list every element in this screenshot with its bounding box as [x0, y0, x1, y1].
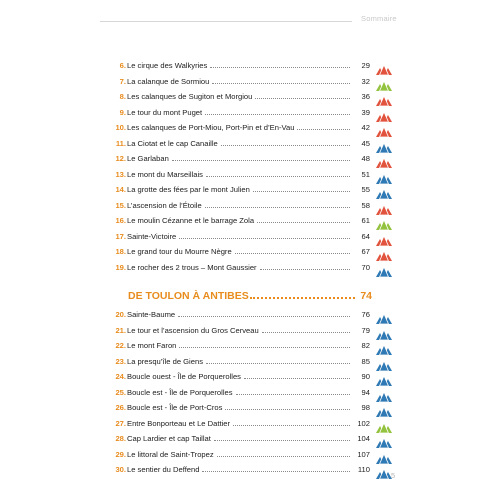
toc-leader-dots	[205, 207, 350, 208]
toc-leader-dots	[212, 83, 350, 84]
toc-leader-dots	[297, 129, 350, 130]
toc-entry-title: Le cirque des Walkyries	[127, 61, 208, 70]
toc-entry-page: 85	[361, 356, 370, 366]
toc-entry[interactable]	[112, 201, 370, 214]
toc-entry[interactable]	[112, 465, 370, 478]
difficulty-medium-icon	[376, 435, 392, 445]
toc-entry-title: Boucle est - Île de Port-Cros	[127, 403, 223, 412]
toc-entry-page: 110	[357, 465, 370, 474]
toc-entry-title: La Ciotat et le cap Canaille	[127, 138, 218, 148]
toc-leader-dots	[235, 253, 350, 254]
toc-entry-title: La presqu’île de Giens	[127, 356, 203, 366]
difficulty-hard-icon	[376, 93, 392, 103]
toc-leader-dots	[205, 114, 350, 115]
section-title: DE TOULON À ANTIBES	[128, 290, 249, 302]
toc-entry-number: 10.	[115, 123, 126, 132]
toc-entry-number: 9.	[119, 107, 126, 117]
toc-entry-title: Le tour et l’ascension du Gros Cerveau	[127, 325, 259, 335]
toc-entry-number: 19.	[115, 262, 126, 272]
toc-entry[interactable]	[112, 341, 370, 354]
toc-leader-dots	[179, 347, 350, 348]
difficulty-hard-icon	[376, 155, 392, 165]
difficulty-medium-icon	[376, 264, 392, 274]
toc-entry[interactable]	[112, 77, 370, 90]
toc-leader-dots	[262, 332, 350, 333]
toc-entry-title: Le sentier du Deffend	[127, 465, 200, 474]
toc-entry-title: Le grand tour du Mourre Nègre	[127, 247, 232, 256]
difficulty-medium-icon	[376, 171, 392, 181]
toc-entry-page: 32	[361, 76, 370, 86]
toc-entry[interactable]	[112, 154, 370, 167]
difficulty-medium-icon	[376, 327, 392, 337]
toc-entry-number: 13.	[115, 169, 126, 179]
difficulty-hard-icon	[376, 62, 392, 72]
toc-entry[interactable]	[112, 263, 370, 276]
toc-entry-page: 29	[361, 61, 370, 70]
toc-entry[interactable]	[112, 170, 370, 183]
toc-entry-title: Les calanques de Port-Miou, Port-Pin et d’En-Vau	[127, 123, 295, 132]
toc-entry-page: 67	[361, 247, 370, 256]
toc-leader-dots	[217, 456, 350, 457]
toc-entry-number: 20.	[115, 310, 126, 319]
toc-entry-title: La calanque de Sormiou	[127, 76, 210, 86]
toc-leader-dots	[257, 222, 350, 223]
difficulty-medium-icon	[376, 466, 392, 476]
toc-leader-dots	[206, 363, 350, 364]
difficulty-medium-icon	[376, 342, 392, 352]
toc-entry-number: 22.	[115, 341, 126, 350]
toc-entry-title: Sainte-Baume	[127, 310, 176, 319]
toc-entry-page: 58	[361, 200, 370, 210]
toc-entry-page: 48	[361, 154, 370, 163]
difficulty-medium-icon	[376, 186, 392, 196]
difficulty-medium-icon	[376, 451, 392, 461]
toc-leader-dots	[244, 378, 350, 379]
toc-entry[interactable]	[112, 232, 370, 245]
toc-entry-title: Le rocher des 2 trous – Mont Gaussier	[127, 262, 257, 272]
toc-entry-number: 7.	[119, 76, 126, 86]
page-header-title: Sommaire	[361, 14, 397, 23]
toc-entry-title: Sainte-Victoire	[127, 231, 177, 241]
toc-entry-page: 51	[361, 169, 370, 179]
section-leader-dots	[250, 297, 356, 299]
toc-leader-dots	[172, 160, 350, 161]
toc-entry-number: 11.	[115, 138, 126, 148]
difficulty-hard-icon	[376, 248, 392, 258]
toc-entry-title: Boucle est - Île de Porquerolles	[127, 387, 233, 397]
toc-entry-number: 23.	[115, 356, 126, 366]
toc-entry-title: L’ascension de l’Étoile	[127, 200, 202, 210]
toc-entry-number: 16.	[115, 216, 126, 225]
toc-entry[interactable]	[112, 434, 370, 447]
difficulty-easy-icon	[376, 217, 392, 227]
difficulty-medium-icon	[376, 404, 392, 414]
toc-entry[interactable]	[112, 247, 370, 260]
toc-entry-number: 8.	[119, 92, 126, 101]
difficulty-medium-icon	[376, 311, 392, 321]
toc-entry-title: La grotte des fées par le mont Julien	[127, 185, 250, 194]
toc-entry-number: 17.	[115, 231, 126, 241]
difficulty-hard-icon	[376, 202, 392, 212]
toc-entry-title: Le littoral de Saint-Tropez	[127, 449, 214, 459]
toc-entry-number: 15.	[115, 200, 126, 210]
toc-entry-page: 76	[361, 310, 370, 319]
toc-entry-number: 27.	[115, 418, 126, 428]
toc-entry-page: 45	[361, 138, 370, 148]
toc-leader-dots	[233, 425, 350, 426]
toc-entry[interactable]	[112, 216, 370, 229]
toc-entry-page: 39	[361, 107, 370, 117]
toc-entry[interactable]	[112, 123, 370, 136]
toc-entry-number: 6.	[119, 61, 126, 70]
toc-entry-title: Le moulin Cézanne et le barrage Zola	[127, 216, 255, 225]
toc-entry[interactable]	[112, 450, 370, 463]
toc-entry[interactable]	[112, 357, 370, 370]
toc-entry-page: 70	[361, 262, 370, 272]
difficulty-medium-icon	[376, 358, 392, 368]
toc-entry-page: 94	[361, 387, 370, 397]
toc-entry[interactable]	[112, 108, 370, 121]
toc-entry-title: Cap Lardier et cap Taillat	[127, 434, 211, 443]
difficulty-hard-icon	[376, 233, 392, 243]
toc-entry-page: 98	[361, 403, 370, 412]
difficulty-easy-icon	[376, 78, 392, 88]
toc-entry[interactable]	[112, 61, 370, 74]
difficulty-hard-icon	[376, 109, 392, 119]
toc-entry-title: Entre Bonporteau et Le Dattier	[127, 418, 231, 428]
toc-entry-page: 79	[361, 325, 370, 335]
toc-entry-number: 30.	[115, 465, 126, 474]
page-number: 5	[391, 471, 396, 480]
toc-entry-number: 21.	[115, 325, 126, 335]
toc-entry-title: Le mont du Marseillais	[127, 169, 203, 179]
toc-entry[interactable]	[112, 372, 370, 385]
toc-leader-dots	[214, 440, 350, 441]
toc-entry-page: 55	[361, 185, 370, 194]
toc-entry[interactable]	[112, 139, 370, 152]
toc-leader-dots	[260, 269, 350, 270]
toc-entry-number: 28.	[115, 434, 126, 443]
toc-leader-dots	[255, 98, 350, 99]
toc-leader-dots	[225, 409, 350, 410]
toc-entry-title: Le Garlaban	[127, 154, 169, 163]
toc-entry-title: Le mont Faron	[127, 341, 177, 350]
toc-entry-page: 107	[357, 449, 370, 459]
toc-leader-dots	[221, 145, 350, 146]
toc-entry-title: Boucle ouest - Île de Porquerolles	[127, 372, 241, 381]
toc-entry-page: 90	[361, 372, 370, 381]
toc-entry-number: 14.	[115, 185, 126, 194]
difficulty-hard-icon	[376, 124, 392, 134]
toc-entry-title: Les calanques de Sugiton et Morgiou	[127, 92, 253, 101]
toc-leader-dots	[210, 67, 350, 68]
toc-entry[interactable]	[112, 185, 370, 198]
toc-entry-number: 29.	[115, 449, 126, 459]
toc-entry-page: 64	[361, 231, 370, 241]
toc-entry-number: 26.	[115, 403, 126, 412]
toc-leader-dots	[178, 316, 350, 317]
difficulty-easy-icon	[376, 420, 392, 430]
toc-entry[interactable]	[112, 326, 370, 339]
toc-entry-number: 24.	[115, 372, 126, 381]
difficulty-medium-icon	[376, 389, 392, 399]
toc-entry[interactable]	[112, 403, 370, 416]
toc-entry-page: 61	[361, 216, 370, 225]
toc-entry-number: 12.	[115, 154, 126, 163]
section-page: 74	[360, 290, 372, 302]
difficulty-medium-icon	[376, 373, 392, 383]
toc-entry[interactable]	[112, 388, 370, 401]
toc-entry-number: 25.	[115, 387, 126, 397]
toc-entry-number: 18.	[115, 247, 126, 256]
toc-leader-dots	[179, 238, 350, 239]
toc-entry-page: 42	[361, 123, 370, 132]
toc-leader-dots	[202, 471, 350, 472]
toc-entry[interactable]	[112, 419, 370, 432]
toc-entry-page: 82	[361, 341, 370, 350]
toc-leader-dots	[236, 394, 350, 395]
header-rule	[100, 21, 352, 22]
toc-entry-page: 102	[357, 418, 370, 428]
toc-entry-title: Le tour du mont Puget	[127, 107, 203, 117]
difficulty-medium-icon	[376, 140, 392, 150]
toc-leader-dots	[253, 191, 350, 192]
toc-entry-page: 104	[357, 434, 370, 443]
toc-entry[interactable]	[112, 92, 370, 105]
section-heading[interactable]	[128, 290, 372, 302]
toc-leader-dots	[206, 176, 350, 177]
toc-entry-page: 36	[361, 92, 370, 101]
toc-entry[interactable]	[112, 310, 370, 323]
